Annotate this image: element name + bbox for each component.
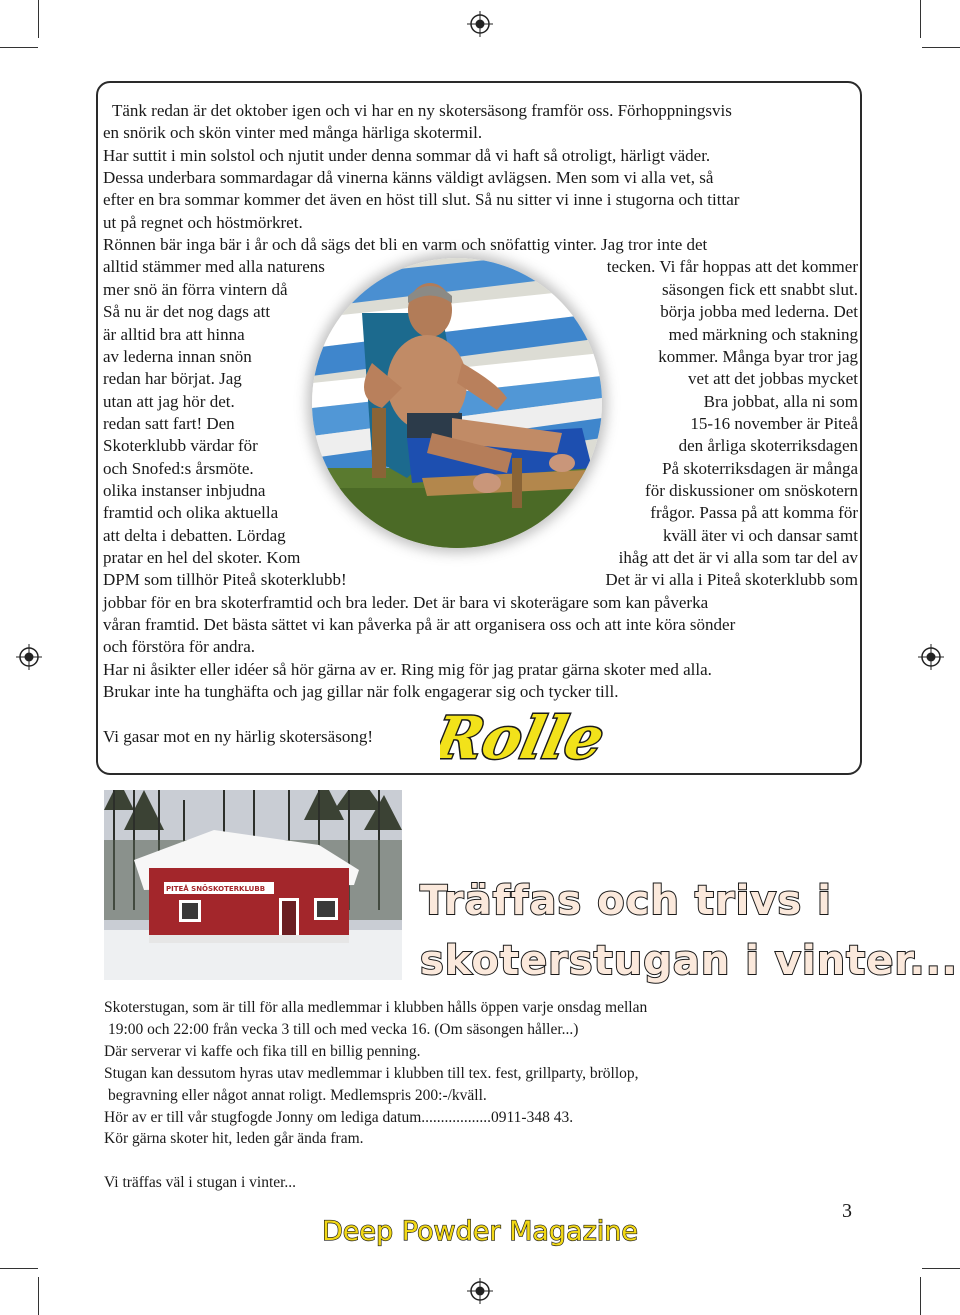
letter-line-left: olika instanser inbjudna — [103, 481, 266, 500]
crop-mark — [922, 1268, 960, 1269]
svg-text:Deep Powder Magazine: Deep Powder Magazine — [321, 1216, 639, 1247]
info-line: begravning eller något annat roligt. Medlemspris 200:-/kväll. — [108, 1087, 487, 1104]
letter-line-right: vet att det jobbas mycket — [688, 369, 858, 388]
cabin-sign: PITEÅ SNÖSKOTERKLUBB — [166, 885, 266, 893]
letter-line: och förstöra för andra. — [103, 637, 255, 656]
letter-line-left: redan har börjat. Jag — [103, 369, 242, 388]
info-line: Hör av er till vår stugfogde Jonny om lediga datum..................0911-348 43. — [104, 1109, 574, 1126]
headline-line-2 — [418, 928, 958, 990]
sunbathing-photo — [312, 258, 602, 548]
letter-line: Rönnen bär inga bär i år och då sägs det bli en varm och snöfattig vinter. Jag tror inte det — [103, 235, 708, 254]
letter-line-right: frågor. Passa på att komma för — [650, 503, 858, 522]
crop-mark — [922, 47, 960, 48]
svg-text:Rolle: Rolle — [440, 703, 611, 772]
letter-line: efter en bra sommar kommer det även en höst till slut. Så nu sitter vi inne i stugorna och tittar — [103, 190, 740, 209]
letter-line: jobbar för en bra skoterframtid och bra leder. Det är bara vi skoterägare som kan påverka — [103, 593, 709, 612]
letter-line-right: kväll äter vi och dansar samt — [663, 526, 858, 545]
info-line: Där serverar vi kaffe och fika till en billig penning. — [104, 1043, 421, 1060]
letter-line-left: Skoterklubb värdar för — [103, 436, 258, 455]
info-line: Kör gärna skoter hit, leden går ända fram. — [104, 1130, 364, 1147]
clubhouse-photo — [104, 790, 402, 980]
letter-line-right: ihåg att det är vi alla som tar del av — [618, 548, 858, 567]
letter-line-right: säsongen fick ett snabbt slut. — [662, 280, 858, 299]
svg-text:skoterstugan i vinter...: skoterstugan i vinter... — [420, 938, 958, 984]
letter-line-right: tecken. Vi får hoppas att det kommer — [606, 257, 858, 276]
letter-line: Brukar inte ha tunghäfta och jag gillar när folk engagerar sig och tycker till. — [103, 682, 619, 701]
letter-line-left: framtid och olika aktuella — [103, 503, 279, 522]
crop-mark — [920, 1277, 921, 1315]
registration-mark-icon — [16, 644, 42, 670]
letter-line-left: DPM som tillhör Piteå skoterklubb! — [103, 570, 347, 589]
crop-mark — [38, 0, 39, 38]
svg-text:Träffas och trivs i: Träffas och trivs i — [420, 878, 832, 924]
letter-line-right: med märkning och stakning — [668, 325, 858, 344]
letter-line-right: börja jobba med lederna. Det — [660, 302, 858, 321]
info-line: Skoterstugan, som är till för alla medlemmar i klubben hålls öppen varje onsdag mellan — [104, 999, 648, 1016]
crop-mark — [0, 1268, 38, 1269]
letter-line: Har suttit i min solstol och njutit under denna sommar då vi haft så otroligt, härligt väder. — [103, 146, 711, 165]
letter-line-right: 15-16 november är Piteå — [690, 414, 858, 433]
letter-line-left: Så nu är det nog dags att — [103, 302, 271, 321]
page-number: 3 — [842, 1200, 852, 1222]
letter-line-left: att delta i debatten. Lördag — [103, 526, 286, 545]
letter-line-right: kommer. Många byar tror jag — [658, 347, 858, 366]
letter-line-left: är alltid bra att hinna — [103, 325, 245, 344]
letter-line: våran framtid. Det bästa sättet vi kan påverka på är att organisera oss och att inte köra sönder — [103, 615, 736, 634]
magazine-title — [320, 1208, 640, 1252]
letter-line: ut på regnet och höstmörkret. — [103, 213, 303, 232]
letter-line-right: den årliga skoterriksdagen — [678, 436, 858, 455]
letter-line-left: pratar en hel del skoter. Kom — [103, 548, 301, 567]
letter-line: Tänk redan är det oktober igen och vi har en ny skotersäsong framför oss. Förhoppningsvis — [112, 101, 732, 120]
letter-line: en snörik och skön vinter med många härliga skotermil. — [103, 123, 483, 142]
crop-mark — [38, 1277, 39, 1315]
info-line: Vi träffas väl i stugan i vinter... — [104, 1174, 297, 1191]
registration-mark-icon — [467, 11, 493, 37]
letter-line-left: och Snofed:s årsmöte. — [103, 459, 254, 478]
letter-line: Har ni åsikter eller idéer så hör gärna av er. Ring mig för jag pratar gärna skoter med alla. — [103, 660, 712, 679]
info-line: Stugan kan dessutom hyras utav medlemmar i klubben till tex. fest, grillparty, bröllop, — [104, 1065, 639, 1082]
letter-line: Dessa underbara sommardagar då vinerna känns väldigt avlägsen. Men som vi alla vet, så — [103, 168, 714, 187]
crop-mark — [920, 0, 921, 38]
letter-line-left: utan att jag hör det. — [103, 392, 235, 411]
registration-mark-icon — [467, 1278, 493, 1304]
letter-line-right: På skoterriksdagen är många — [662, 459, 858, 478]
crop-mark — [0, 47, 38, 48]
registration-mark-icon — [918, 644, 944, 670]
letter-line-right: Bra jobbat, alla ni som — [703, 392, 858, 411]
letter-line: Vi gasar mot en ny härlig skotersäsong! — [103, 727, 373, 746]
letter-line-left: av lederna innan snön — [103, 347, 252, 366]
letter-line-left: redan satt fart! Den — [103, 414, 235, 433]
info-line: 19:00 och 22:00 från vecka 3 till och med vecka 16. (Om säsongen håller...) — [108, 1021, 579, 1038]
letter-line-left: alltid stämmer med alla naturens — [103, 257, 325, 276]
letter-line-left: mer snö än förra vintern då — [103, 280, 288, 299]
headline-line-1 — [418, 868, 878, 930]
letter-line-right: för diskussioner om snöskotern — [645, 481, 858, 500]
signature-rolle — [440, 696, 620, 776]
letter-line-right: Det är vi alla i Piteå skoterklubb som — [605, 570, 858, 589]
